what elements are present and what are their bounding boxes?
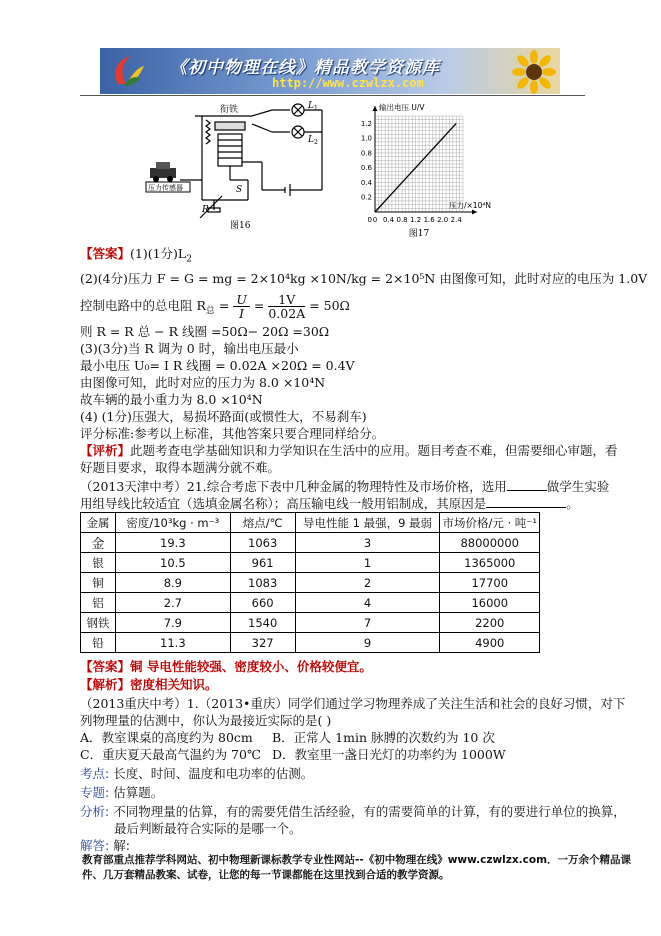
fig16-label-L2: L — [308, 135, 314, 145]
table-cell: 铝 — [81, 593, 116, 613]
banner-url[interactable]: http://www.czwlzx.com — [272, 76, 424, 90]
analysis1-line-2: 好题目要求，取得本题满分就不难。 — [80, 460, 281, 475]
answer-line-7: 由图像可知，此时对应的压力为 8.0 ×10⁴N — [80, 375, 326, 390]
answer2-line: 【答案】铜 导电性能较强、密度较小、价格较便宜。 — [80, 659, 372, 674]
table-cell: 3 — [295, 533, 440, 553]
chart-x-axis-label: 压力/×10⁴N — [449, 201, 491, 210]
fenxi-label: 分析: — [80, 804, 110, 819]
metal-properties-table — [80, 512, 540, 653]
q21-blank-1[interactable] — [507, 490, 547, 491]
table-cell: 9 — [295, 633, 440, 653]
q1-line-2: 列物理量的估测中，你认为最接近实际的是( ) — [80, 713, 332, 728]
banner-title: 《初中物理在线》精品教学资源库 — [170, 58, 440, 78]
q1-option-b[interactable]: B．正常人 1min 脉膊的次数约为 10 次 — [272, 730, 495, 745]
table-cell: 17700 — [440, 573, 540, 593]
kaodian-text: 长度、时间、温度和电功率的估测。 — [113, 766, 314, 781]
jieda-label: 解答: — [80, 838, 110, 853]
fig16-label-R: R — [202, 205, 209, 215]
chart-y-tick-label: 1.2 — [360, 119, 372, 128]
fenxi-text-1: 不同物理量的估算，有的需要凭借生活经验，有的需要简单的计算，有的要进行单位的换算， — [113, 804, 626, 819]
frac1-num: U — [233, 293, 250, 307]
analysis1-line-1 — [80, 443, 618, 459]
footer-line-1: 教育部重点推荐学科网站、初中物理新课标教学专业性网站--《初中物理在线》www.czwlzx.com．一万余个精品课 — [82, 854, 632, 866]
answer-line-4: 则 R = R 总 − R 线圈 =50Ω− 20Ω =30Ω — [80, 324, 330, 339]
jieda-line — [80, 838, 130, 854]
q21-l1-a: （2013天津中考）21.综合考虑下表中几种金属的物理特性及市场价格，选用 — [80, 479, 507, 494]
table-row — [81, 593, 540, 613]
table-header-cell: 市场价格/元 · 吨⁻¹ — [440, 513, 540, 533]
analysis2-line: 【解析】密度相关知识。 — [80, 677, 218, 692]
table-cell: 金 — [81, 533, 116, 553]
table-header-cell: 金属 — [81, 513, 116, 533]
chart-origin-label: 0 — [367, 216, 372, 224]
answer-part1: (1)(1分)L — [130, 246, 187, 261]
q1-option-d[interactable]: D．教室里一盏日光灯的功率约为 1000W — [272, 747, 506, 762]
table-cell: 7 — [295, 613, 440, 633]
fig16-label-L1-sub: 1 — [314, 105, 318, 112]
table-header-cell: 导电性能 1 最强，9 最弱 — [295, 513, 440, 533]
chart-x-tick-label: 1.6 — [423, 216, 435, 224]
chart-x-arrow — [472, 210, 477, 215]
car-icon — [150, 162, 176, 182]
fig17-caption: 图17 — [408, 229, 430, 239]
table-cell: 961 — [230, 553, 295, 573]
analysis1-tag: 【评析】 — [80, 443, 131, 458]
table-header-cell: 密度/10³kg · m⁻³ — [115, 513, 230, 533]
analysis1-text-1: 此题考查电学基础知识和力学知识在生活中的应用。题目考查不难，但需要细心审题，看 — [130, 443, 618, 458]
table-cell: 660 — [230, 593, 295, 613]
table-row — [81, 633, 540, 653]
answer-line-6: 最小电压 U₀= I R 线圈 = 0.02A ×20Ω = 0.4V — [80, 358, 355, 373]
table-cell: 2 — [295, 573, 440, 593]
zhuanti-line — [80, 785, 163, 801]
fig16-label-iron: 衔铁 — [220, 105, 239, 115]
table-row — [81, 613, 540, 633]
kaodian-label: 考点: — [80, 766, 110, 781]
table-header-row — [81, 513, 540, 533]
table-cell: 银 — [81, 553, 116, 573]
answer-line-1 — [80, 246, 192, 268]
q1-line-1: （2013重庆中考）1.（2013•重庆）同学们通过学习物理养成了关注生活和社会的良好习惯，对下 — [80, 696, 626, 711]
table-cell: 11.3 — [115, 633, 230, 653]
answer-line-2: (2)(4分)压力 F = G = mg = 2×10⁴kg ×10N/kg = 2×10⁵N 由图像可知，此时对应的电压为 1.0V — [80, 271, 648, 286]
footer-line-2: 件、几万套精品教案、试卷，让您的每一节课都能在这里找到合适的教学资源。 — [82, 869, 450, 881]
table-cell: 7.9 — [115, 613, 230, 633]
fraction-u-over-i — [233, 293, 250, 320]
chart-y-tick-label: 1.0 — [360, 134, 372, 143]
table-cell: 铜 — [81, 573, 116, 593]
table-cell: 327 — [230, 633, 295, 653]
chart-x-tick-label: 2.0 — [437, 216, 449, 224]
chart-y-tick-label: 0.8 — [360, 149, 372, 158]
fig16-label-sensor: 压力传感器 — [148, 184, 183, 192]
table-cell: 10.5 — [115, 553, 230, 573]
site-logo-icon — [110, 54, 146, 88]
q1-option-c[interactable]: C．重庆夏天最高气温约为 70℃ — [80, 747, 261, 762]
answer-l3-d: = 50Ω — [309, 298, 350, 313]
frac2-den: 0.02A — [268, 306, 306, 321]
q21-line-2 — [80, 496, 579, 512]
jieda-text: 解: — [113, 838, 130, 853]
chart-x-tick-label: 1.2 — [410, 216, 422, 224]
chart-x-tick-label: 0 — [372, 216, 378, 224]
q21-l2-a: 用组导线比较适宜（选填金属名称）；高压输电线一般用铝制成，其原因是 — [80, 496, 487, 511]
answer-line-8: 故车辆的最小重力为 8.0 ×10⁴N — [80, 392, 263, 407]
kaodian-line — [80, 766, 313, 782]
table-cell: 2.7 — [115, 593, 230, 613]
header-divider — [80, 95, 585, 96]
zhuanti-label: 专题: — [80, 785, 110, 800]
q21-l1-b: 做学生实验 — [546, 479, 610, 494]
table-cell: 1083 — [230, 573, 295, 593]
answer-l3-a: 控制电路中的总电阻 R — [80, 298, 206, 313]
fig16-caption: 图16 — [230, 221, 251, 231]
frac1-den: I — [239, 306, 245, 321]
table-cell: 16000 — [440, 593, 540, 613]
table-cell: 1063 — [230, 533, 295, 553]
table-cell: 2200 — [440, 613, 540, 633]
answer-l3-c: = — [253, 298, 265, 313]
answer-tag: 【答案】 — [80, 246, 131, 261]
zhuanti-text: 估算题。 — [113, 785, 164, 800]
table-cell: 19.3 — [115, 533, 230, 553]
answer-line-10: 评分标准:参考以上标准，其他答案只要合理同样给分。 — [80, 426, 385, 441]
table-cell: 8.9 — [115, 573, 230, 593]
q21-blank-2[interactable] — [486, 507, 566, 508]
table-cell: 1 — [295, 553, 440, 573]
chart-x-tick-label: 0.4 — [382, 216, 395, 224]
table-cell: 88000000 — [440, 533, 540, 553]
page-footer — [82, 853, 632, 883]
answer-line-5: (3)(3分)当 R 调为 0 时，输出电压最小 — [80, 341, 299, 356]
answer-line-9: (4) (1分)压强大，易损坏路面(或惯性大，不易刹车) — [80, 409, 367, 424]
answer-part1-sub: 2 — [186, 254, 192, 265]
q21-l2-b: 。 — [566, 496, 579, 511]
fenxi-line-1 — [80, 804, 626, 820]
table-header-cell: 熔点/℃ — [230, 513, 295, 533]
chart-y-tick-label: 0.2 — [360, 193, 372, 202]
table-cell: 1540 — [230, 613, 295, 633]
answer-line-3 — [80, 292, 350, 320]
chart-x-tick-label: 0.8 — [396, 216, 408, 224]
frac2-num: 1V — [268, 293, 305, 307]
fraction-1v-over-002a — [268, 293, 305, 320]
chart-y-tick-label: 0.6 — [360, 164, 372, 173]
answer-l3-b: = — [218, 298, 230, 313]
chart-y-axis-label: 输出电压 U/V — [379, 103, 425, 112]
table-cell: 4 — [295, 593, 440, 613]
fenxi-line-2: 最后判断最符合实际的是哪一个。 — [114, 821, 302, 836]
fig16-label-L1: L — [308, 101, 314, 111]
q1-option-a[interactable]: A．教室课桌的高度约为 80cm — [80, 730, 253, 745]
figure-16-circuit — [140, 100, 340, 232]
chart-y-tick-label: 0.4 — [360, 178, 372, 187]
figure-17-chart — [345, 100, 515, 239]
table-row — [81, 533, 540, 553]
table-row — [81, 553, 540, 573]
table-cell: 铅 — [81, 633, 116, 653]
table-row — [81, 573, 540, 593]
header-banner — [100, 48, 560, 94]
answer-l3-sub: 总 — [205, 306, 215, 317]
fig16-label-S: S — [236, 185, 243, 195]
table-cell: 钢铁 — [81, 613, 116, 633]
fig16-label-L2-sub: 2 — [314, 139, 318, 146]
chart-y-arrow — [373, 106, 378, 111]
table-cell: 4900 — [440, 633, 540, 653]
q21-line-1 — [80, 479, 609, 495]
chart-x-tick-label: 2.4 — [450, 216, 462, 224]
table-cell: 1365000 — [440, 553, 540, 573]
sunflower-icon — [512, 50, 556, 94]
